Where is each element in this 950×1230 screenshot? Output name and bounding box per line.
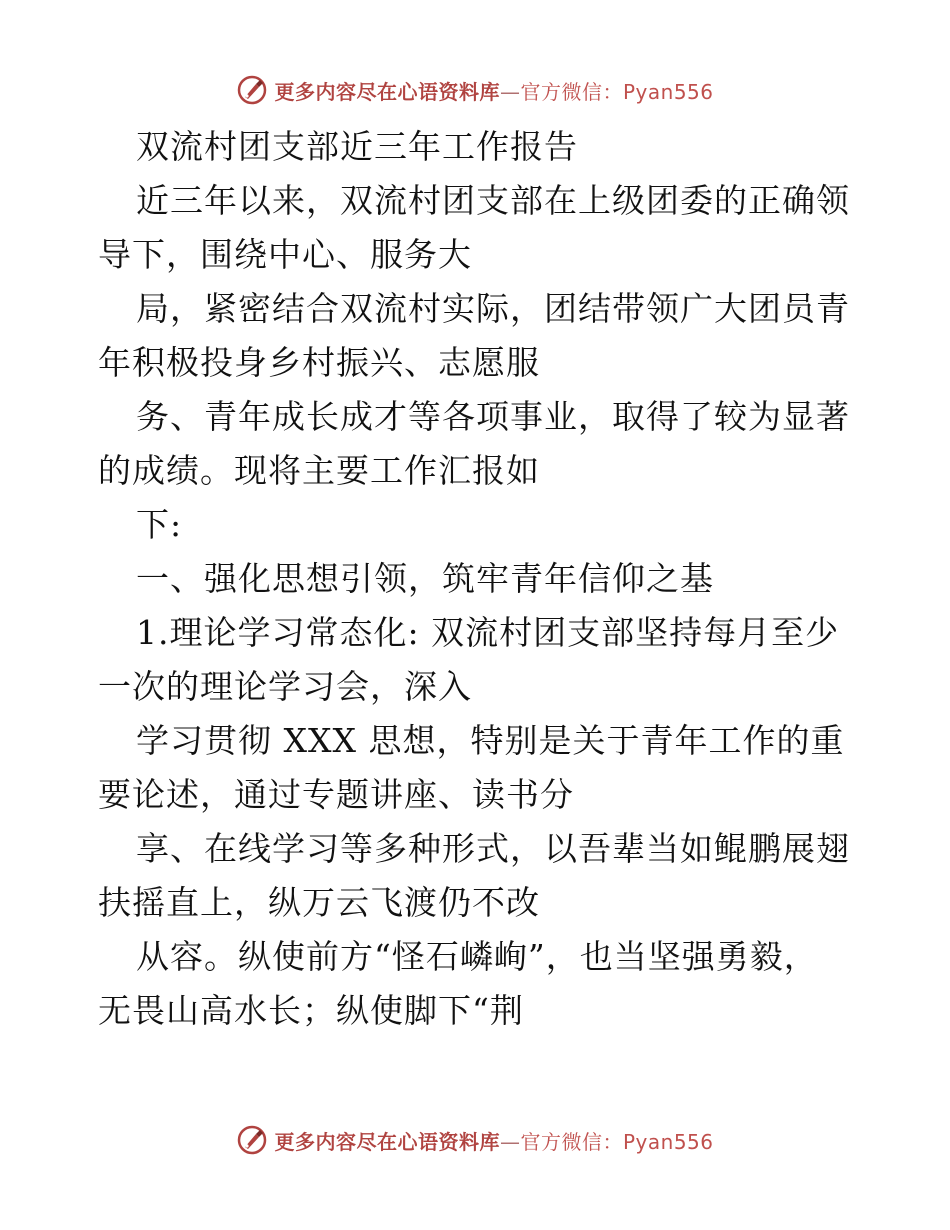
document-body: [98, 120, 858, 1038]
text-line: 1.理论学习常态化: 双流村团支部坚持每月至少: [136, 613, 840, 652]
watermark-separator: —: [499, 1129, 521, 1154]
watermark-text: [274, 76, 713, 105]
text-line: 近三年以来，双流村团支部在上级团委的正确领: [136, 181, 850, 220]
text-line: 享、在线学习等多种形式，以吾辈当如鲲鹏展翅: [136, 829, 850, 868]
watermark-separator: —: [499, 79, 521, 104]
pen-logo-icon: [236, 74, 268, 106]
text-line: 导下，围绕中心、服务大: [98, 235, 472, 274]
text-line: 扶摇直上，纵万云飞渡仍不改: [98, 883, 540, 922]
section-heading: 一、强化思想引领，筑牢青年信仰之基: [136, 559, 714, 598]
watermark-brand: 更多内容尽在心语资料库: [274, 79, 500, 104]
text-line: 务、青年成长成才等各项事业，取得了较为显著: [136, 397, 850, 436]
text-line: 年积极投身乡村振兴、志愿服: [98, 343, 540, 382]
header-watermark-banner: [0, 72, 950, 108]
watermark-account: Pyan556: [622, 79, 714, 104]
text-line: 无畏山高水长；纵使脚下“荆: [98, 991, 524, 1030]
document-title: 双流村团支部近三年工作报告: [136, 127, 578, 166]
text-line: 的成绩。现将主要工作汇报如: [98, 451, 540, 490]
watermark-brand: 更多内容尽在心语资料库: [274, 1129, 500, 1154]
footer-watermark-banner: [0, 1122, 950, 1158]
text-line: 下:: [136, 505, 183, 544]
watermark-text: [274, 1126, 713, 1155]
text-line: 局，紧密结合双流村实际，团结带领广大团员青: [136, 289, 850, 328]
watermark-account: Pyan556: [622, 1129, 714, 1154]
text-line: 从容。纵使前方“怪石嶙峋”，也当坚强勇毅，: [136, 937, 818, 976]
pen-logo-icon: [236, 1124, 268, 1156]
text-line: 要论述，通过专题讲座、读书分: [98, 775, 574, 814]
watermark-contact-label: 官方微信：: [520, 79, 623, 104]
watermark-contact-label: 官方微信：: [520, 1129, 623, 1154]
text-line: 学习贯彻 XXX 思想，特别是关于青年工作的重: [136, 721, 845, 760]
text-line: 一次的理论学习会，深入: [98, 667, 472, 706]
